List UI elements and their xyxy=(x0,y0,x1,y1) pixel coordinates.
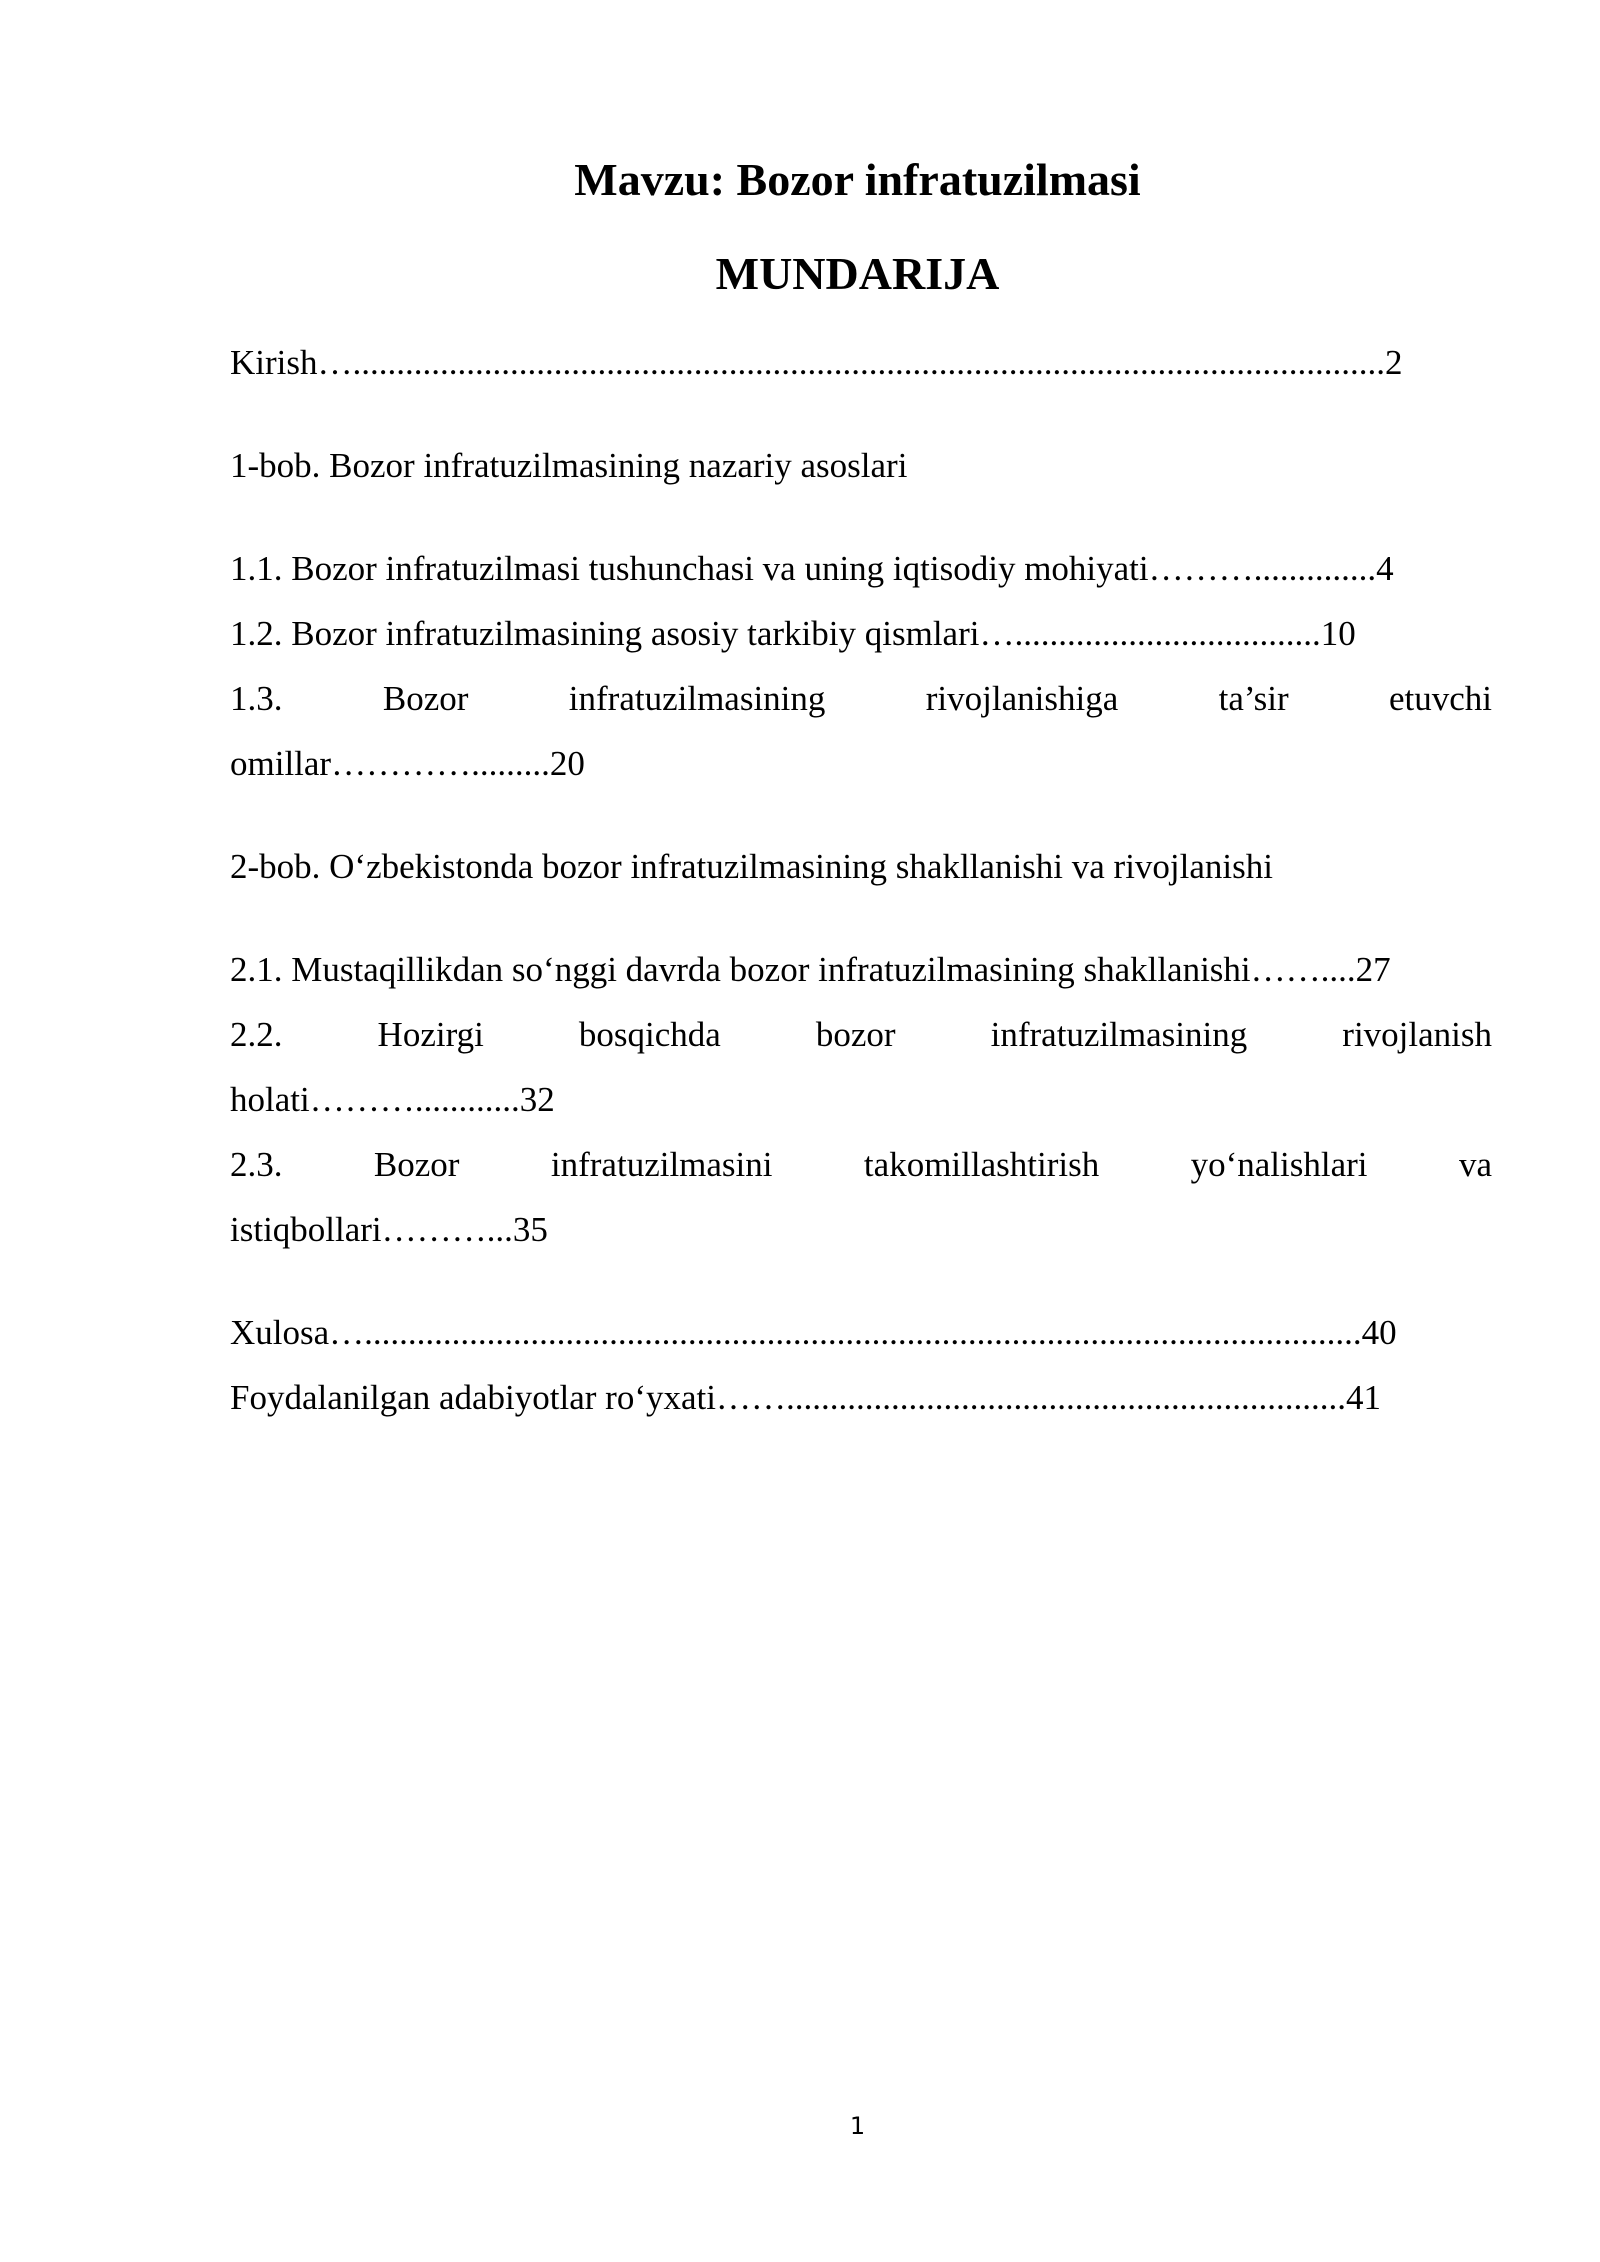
toc-entry-1-2: 1.2. Bozor infratuzilmasining asosiy tarkibiy qismlari…...................................10 xyxy=(230,614,1356,653)
toc-heading: MUNDARIJA xyxy=(715,248,1000,299)
toc-entry-references: Foydalanilgan adabiyotlar ro‘yxati……................................................................41 xyxy=(230,1378,1381,1417)
toc-entry-introduction: Kirish…......................................................................................................................2 xyxy=(230,343,1403,382)
toc-entry-1-3-continued: omillar………….........20 xyxy=(230,744,585,783)
toc-entry-2-1: 2.1. Mustaqillikdan so‘nggi davrda bozor infratuzilmasining shakllanishi……....27 xyxy=(230,950,1391,989)
topic-title: Mavzu: Bozor infratuzilmasi xyxy=(574,154,1141,205)
toc-entry-chapter-2: 2-bob. O‘zbekistonda bozor infratuzilmasining shakllanishi va rivojlanishi xyxy=(230,847,1273,886)
toc-entry-2-3-continued: istiqbollari………...35 xyxy=(230,1210,548,1249)
toc-entry-conclusion: Xulosa…..................................................................................................................40 xyxy=(230,1313,1397,1352)
toc-entry-1-1: 1.1. Bozor infratuzilmasi tushunchasi va uning iqtisodiy mohiyati………..............4 xyxy=(230,549,1394,588)
toc-entry-1-3: 1.3. Bozor infratuzilmasining rivojlanishiga ta’sir etuvchi xyxy=(230,679,1492,718)
toc-entry-2-2: 2.2. Hozirgi bosqichda bozor infratuzilmasining rivojlanish xyxy=(230,1015,1492,1054)
toc-entry-chapter-1: 1-bob. Bozor infratuzilmasining nazariy asoslari xyxy=(230,446,908,485)
toc-entry-2-3: 2.3. Bozor infratuzilmasini takomillashtirish yo‘nalishlari va xyxy=(230,1145,1492,1184)
toc-entry-2-2-continued: holati………............32 xyxy=(230,1080,555,1119)
page-number: 1 xyxy=(849,2112,866,2140)
